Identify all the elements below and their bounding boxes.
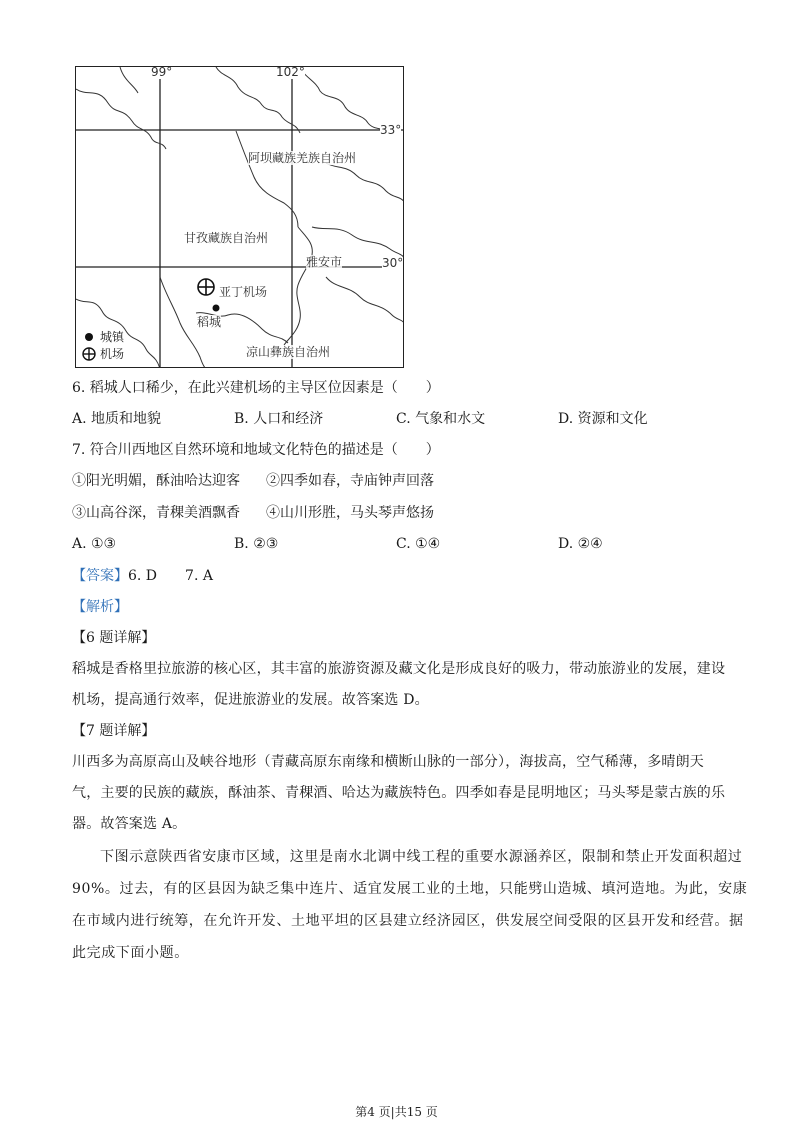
- q7-item-1: ①阳光明媚，酥油哈达迎客: [72, 473, 240, 489]
- legend-town-dot: [85, 333, 93, 341]
- place-label-airport: 亚丁机场: [219, 285, 268, 299]
- boundary-line: [120, 67, 138, 93]
- q7-detail-line-2: 气，主要的民族的藏族，酥油茶、青稞酒、哈达为藏族特色。四季如春是昆明地区；马头琴是蒙古族的乐: [72, 785, 726, 801]
- page-footer: 第4 页|共15 页: [355, 1105, 438, 1119]
- q7-item-4: ④山川形胜，马头琴声悠扬: [266, 505, 434, 521]
- q7-detail-line-1: 川西多为高原高山及峡谷地形（青藏高原东南缘和横断山脉的一部分），海拔高，空气稀薄，多晴朗天: [72, 754, 704, 770]
- q6-detail-line-1: 稻城是香格里拉旅游的核心区，其丰富的旅游资源及藏文化是形成良好的吸力，带动旅游业的发展，建设: [72, 661, 726, 677]
- q6-detail-title: 【6 题详解】: [72, 630, 156, 646]
- longitude-label-99: 99°: [151, 66, 173, 79]
- intro-line-4: 此完成下面小题。: [72, 945, 189, 961]
- town-dot-daocheng: [213, 305, 220, 312]
- boundary-line: [76, 89, 166, 149]
- q6-option-c: C. 气象和水文: [396, 411, 486, 427]
- region-label-aba: 阿坝藏族羌族自治州: [248, 151, 357, 165]
- answer-label: 【答案】: [72, 568, 128, 584]
- intro-line-1: 下图示意陕西省安康市区域，这里是南水北调中线工程的重要水源涵养区，限制和禁止开发面积超过: [100, 849, 743, 865]
- latitude-label-30: 30°: [382, 256, 404, 270]
- place-label-daocheng: 稻城: [197, 315, 222, 329]
- q7-detail-line-3: 器。故答案选 A。: [72, 816, 187, 832]
- boundary-line: [326, 277, 404, 327]
- answer-value: 6. D 7. A: [128, 568, 213, 584]
- map-figure: [75, 66, 404, 368]
- map-graphic: [76, 67, 404, 368]
- q7-option-d: D. ②④: [558, 536, 603, 552]
- airport-symbol: [198, 279, 214, 295]
- latitude-label-33: 33°: [380, 123, 402, 137]
- question-7-stem: 7. 符合川西地区自然环境和地域文化特色的描述是（ ）: [72, 442, 440, 458]
- boundary-line: [284, 227, 312, 345]
- q6-detail-line-2: 机场，提高通行效率，促进旅游业的发展。故答案选 D。: [72, 692, 429, 708]
- q6-option-d: D. 资源和文化: [558, 411, 648, 427]
- region-label-liangshan: 凉山彝族自治州: [246, 345, 331, 359]
- q7-item-2: ②四季如春，寺庙钟声回落: [266, 473, 434, 489]
- region-label-yaan: 雅安市: [306, 255, 343, 269]
- q7-item-3: ③山高谷深，青稞美酒飘香: [72, 505, 240, 521]
- intro-line-3: 在市域内进行统筹，在允许开发、土地平坦的区县建立经济园区，供发展空间受限的区县开发和经营。据: [72, 913, 744, 929]
- boundary-line: [236, 131, 298, 227]
- question-6-stem: 6. 稻城人口稀少，在此兴建机场的主导区位因素是（ ）: [72, 380, 440, 396]
- region-label-ganzi: 甘孜藏族自治州: [184, 231, 269, 245]
- legend-airport-symbol: [83, 348, 95, 360]
- longitude-label-102: 102°: [276, 66, 305, 79]
- q7-option-a: A. ①③: [72, 536, 117, 552]
- answer-line: [72, 566, 213, 586]
- legend-airport-label: 机场: [100, 347, 125, 361]
- q7-option-b: B. ②③: [234, 536, 279, 552]
- boundary-line: [326, 163, 404, 203]
- legend-town-label: 城镇: [100, 330, 125, 344]
- intro-line-2: 90%。过去，有的区县因为缺乏集中连片、适宜发展工业的土地，只能劈山造城、填河造地。为此，安康: [72, 881, 748, 897]
- q7-option-c: C. ①④: [396, 536, 441, 552]
- q6-option-a: A. 地质和地貌: [72, 411, 162, 427]
- q6-option-b: B. 人口和经济: [234, 411, 324, 427]
- q7-detail-title: 【7 题详解】: [72, 723, 156, 739]
- analysis-label: 【解析】: [72, 599, 128, 615]
